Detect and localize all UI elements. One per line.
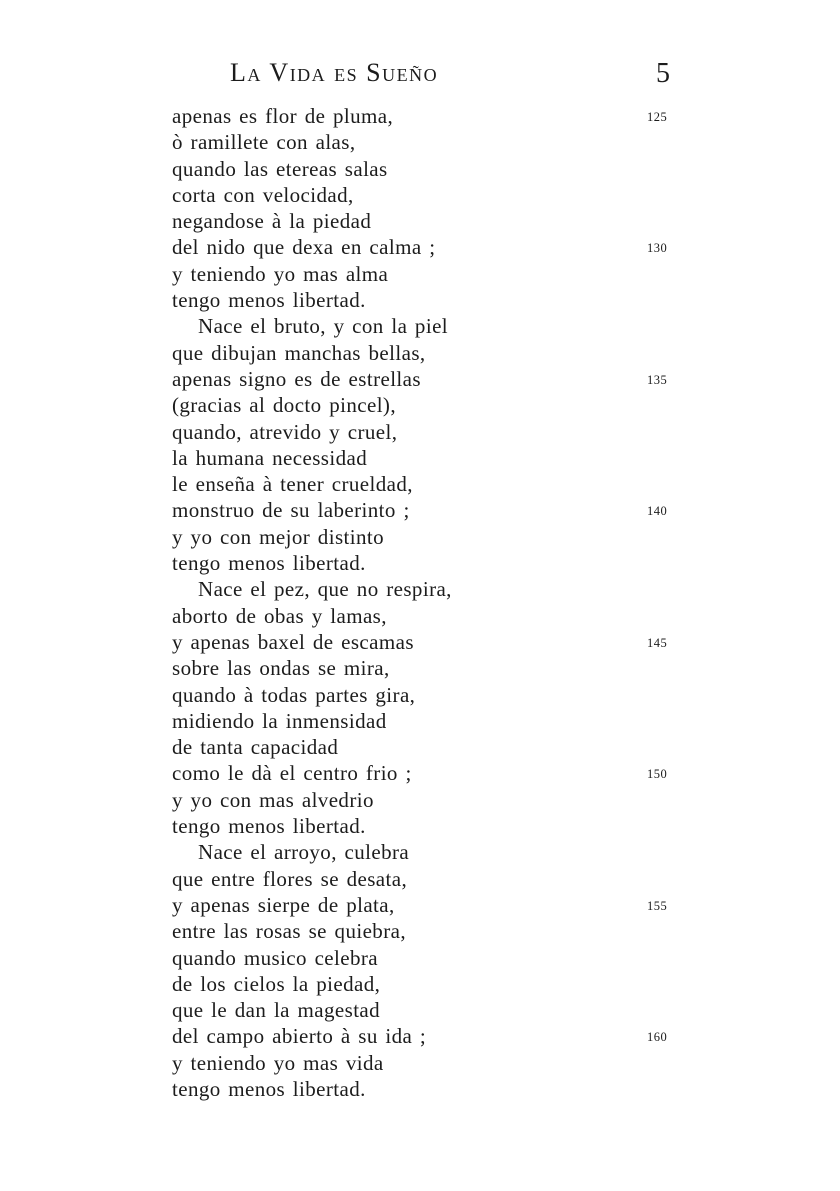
verse-line — [172, 682, 692, 708]
verse-text: apenas es flor de pluma, — [172, 104, 394, 128]
verse-text: la humana necessidad — [172, 445, 368, 470]
verse-text: quando musico celebra — [172, 945, 378, 970]
verse-text: que le dan la magestad — [172, 998, 381, 1023]
verse-line — [172, 156, 692, 182]
verse-text: que entre flores se desata, — [172, 866, 408, 891]
verse-text: negandose à la piedad — [172, 209, 372, 234]
verse-text: y yo con mejor distinto — [172, 524, 385, 549]
verse-line — [172, 182, 692, 208]
verse-line — [172, 971, 692, 997]
verse-text: Nace el arroyo, culebra — [198, 840, 410, 865]
verse-text: sobre las ondas se mira, — [172, 656, 390, 681]
verse-line — [172, 708, 692, 734]
verse-text: tengo menos libertad. — [172, 551, 366, 576]
verse-line — [172, 261, 692, 287]
page-number: 5 — [656, 58, 670, 89]
verse-line — [172, 997, 692, 1023]
verse-text: quando à todas partes gira, — [172, 682, 416, 707]
verse-line — [172, 445, 692, 471]
verse-text: quando, atrevido y cruel, — [172, 419, 398, 444]
verse-text: midiendo la inmensidad — [172, 708, 387, 733]
verse-text: y apenas sierpe de plata, — [172, 892, 395, 917]
verse-line — [172, 313, 692, 339]
verse-text: (gracias al docto pincel), — [172, 393, 396, 418]
verse-line — [172, 208, 692, 234]
verse-text: y yo con mas alvedrio — [172, 787, 374, 812]
verse-text: y teniendo yo mas vida — [172, 1050, 384, 1075]
verse-text: y apenas baxel de escamas — [172, 629, 414, 654]
verse-line — [172, 918, 692, 944]
verse-text: de tanta capacidad — [172, 735, 339, 760]
verse-line — [172, 340, 692, 366]
verse-text: entre las rosas se quiebra, — [172, 919, 406, 944]
line-number: 160 — [647, 1030, 668, 1045]
verse-line — [172, 392, 692, 418]
line-number: 135 — [647, 372, 668, 387]
verse-line — [172, 629, 692, 655]
verse-line — [172, 892, 692, 918]
verse-text: del campo abierto à su ida ; — [172, 1024, 427, 1049]
verse-text: tengo menos libertad. — [172, 1076, 366, 1101]
line-number: 140 — [647, 504, 668, 519]
verse-text: ò ramillete con alas, — [172, 130, 356, 155]
verse-line — [172, 787, 692, 813]
verse-text: Nace el bruto, y con la piel — [198, 314, 449, 339]
verse-text: le enseña à tener crueldad, — [172, 472, 413, 497]
verse-line — [172, 813, 692, 839]
verse-line — [172, 497, 692, 523]
verse-text: corta con velocidad, — [172, 182, 354, 207]
verse-text: aborto de obas y lamas, — [172, 603, 387, 628]
verse-line — [172, 287, 692, 313]
verse-line — [172, 734, 692, 760]
verse-text: tengo menos libertad. — [172, 814, 366, 839]
verse-line — [172, 839, 692, 865]
verse-text: apenas signo es de estrellas — [172, 366, 421, 391]
verse-line — [172, 419, 692, 445]
verse-line — [172, 603, 692, 629]
verse-line — [172, 103, 692, 129]
verse-line — [172, 576, 692, 602]
line-number: 130 — [647, 241, 668, 256]
verse-text: quando las etereas salas — [172, 156, 388, 181]
poem-body — [172, 103, 692, 1102]
line-number: 145 — [647, 635, 668, 650]
verse-line — [172, 234, 692, 260]
verse-line — [172, 524, 692, 550]
verse-text: que dibujan manchas bellas, — [172, 340, 426, 365]
verse-line — [172, 1050, 692, 1076]
verse-line — [172, 655, 692, 681]
verse-text: del nido que dexa en calma ; — [172, 235, 436, 260]
verse-line — [172, 129, 692, 155]
line-number: 155 — [647, 898, 668, 913]
verse-line — [172, 1076, 692, 1102]
verse-line — [172, 945, 692, 971]
verse-text: y teniendo yo mas alma — [172, 261, 389, 286]
verse-line — [172, 866, 692, 892]
line-number: 150 — [647, 767, 668, 782]
verse-line — [172, 366, 692, 392]
line-number: 125 — [647, 110, 668, 124]
verse-line — [172, 471, 692, 497]
verse-line — [172, 550, 692, 576]
verse-text: de los cielos la piedad, — [172, 971, 381, 996]
verse-text: Nace el pez, que no respira, — [198, 577, 452, 602]
verse-text: como le dà el centro frio ; — [172, 761, 412, 786]
verse-text: tengo menos libertad. — [172, 288, 366, 313]
verse-text: monstruo de su laberinto ; — [172, 498, 410, 523]
verse-line — [172, 760, 692, 786]
verse-line — [172, 1023, 692, 1049]
running-title: La Vida es Sueño — [230, 58, 439, 87]
